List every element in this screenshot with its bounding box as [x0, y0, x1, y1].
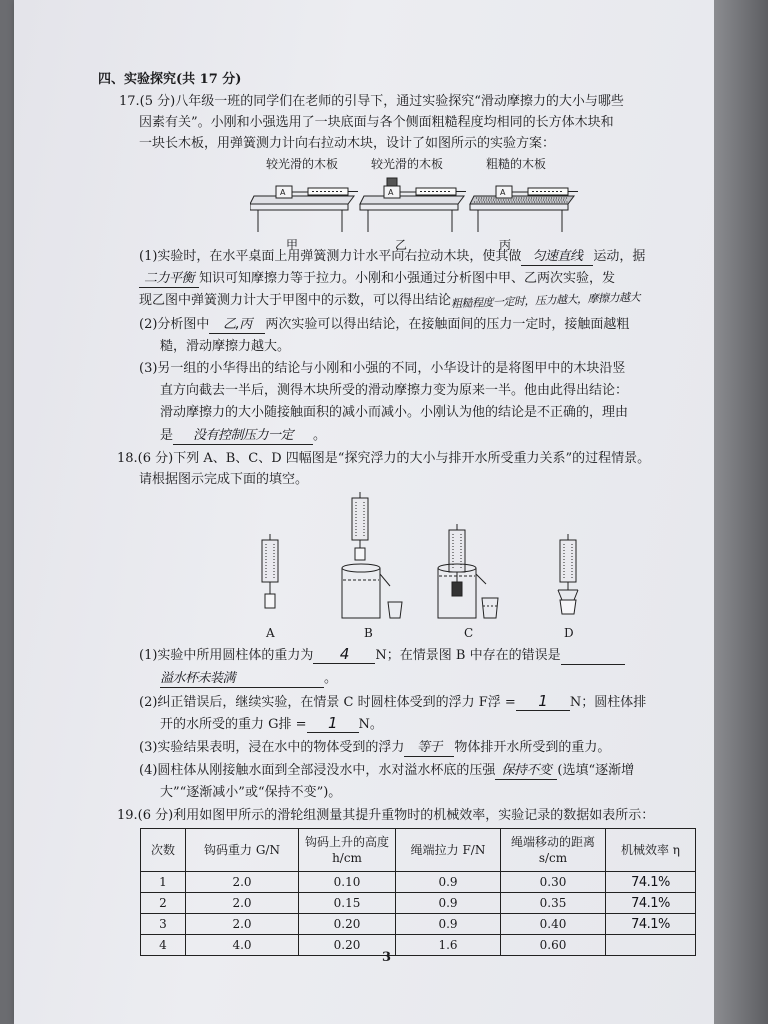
header-lift-height: 钩码上升的高度 h/cm — [299, 829, 396, 872]
answer-cylinder-weight: 4 — [313, 646, 375, 664]
answer-uniform-motion: 匀速直线 — [521, 248, 593, 266]
header-rope-distance: 绳端移动的距离 s/cm — [501, 829, 606, 872]
efficiency-table — [140, 828, 696, 956]
table-cell: 0.20 — [299, 935, 396, 956]
q18-part2-line1: (2)纠正错误后，继续实验，在情景 C 时圆柱体受到的浮力 F浮 = 1 N；圆柱体排 — [139, 692, 647, 710]
q18-line-2: 请根据图示完成下面的填空。 — [139, 472, 309, 487]
fig17-label-yi: 乙 — [395, 238, 408, 252]
table-cell: 0.9 — [396, 914, 501, 935]
blank-error-line — [561, 647, 625, 665]
buoyancy-experiment-figure — [252, 490, 592, 630]
table-cell: 0.60 — [501, 935, 606, 956]
table-row — [141, 914, 696, 935]
table-cell: 74.1% — [606, 872, 696, 893]
table-cell: 0.15 — [299, 893, 396, 914]
table-cell: 74.1% — [606, 893, 696, 914]
q17-part3-line1: (3)另一组的小华得出的结论与小刚和小强的不同，小华设计的是将图甲中的木块沿竖 — [139, 361, 626, 376]
fig17-label-bing: 丙 — [499, 238, 512, 252]
answer-displaced-weight: 1 — [307, 715, 359, 733]
table-cell: 3 — [141, 914, 186, 935]
q18-part1-line1: (1)实验中所用圆柱体的重力为 4 N；在情景图 B 中存在的错误是 — [139, 645, 625, 666]
header-trial: 次数 — [141, 829, 186, 872]
table-cell — [606, 935, 696, 956]
fig17-label-jia: 甲 — [286, 238, 299, 252]
table-cell: 4 — [141, 935, 186, 956]
answer-force-balance: 二力平衡 — [139, 270, 199, 288]
q17-part1-line1: (1)实验时，在水平桌面上用弹簧测力计水平向右拉动木块，使其做 匀速直线 运动，据 — [139, 249, 646, 264]
header-pull-force: 绳端拉力 F/N — [396, 829, 501, 872]
q18-part1-line2: 溢水杯未装满 。 — [160, 671, 338, 686]
friction-experiment-figure — [250, 170, 580, 234]
q18-part3-line1: (3)实验结果表明，浸在水中的物体受到的浮力 等于 物体排开水所受到的重力。 — [139, 740, 611, 755]
q17-line-1: 17.(5 分)八年级一班的同学们在老师的引导下，通过实验探究“滑动摩擦力的大小与哪些 — [119, 94, 624, 109]
header-efficiency: 机械效率 η — [606, 829, 696, 872]
fig18-label-c: C — [464, 626, 474, 640]
answer-reason: 没有控制压力一定 — [173, 427, 313, 445]
table-cell: 74.1% — [606, 914, 696, 935]
q17-line-3: 一块长木板，用弹簧测力计向右拉动木块，设计了如图所示的实验方案： — [139, 136, 556, 151]
table-row — [141, 872, 696, 893]
section-heading: 四、实验探究(共 17 分) — [98, 72, 242, 87]
q17-part3-line3: 滑动摩擦力的大小随接触面积的减小而减小。小刚认为他的结论是不正确的，理由 — [160, 405, 629, 420]
q17-part3-line4: 是 没有控制压力一定 。 — [160, 428, 327, 443]
table-cell: 0.9 — [396, 872, 501, 893]
table-header-row — [141, 829, 696, 872]
q17-line-2: 因素有关”。小刚和小强选用了一块底面与各个侧面粗糙程度均相同的长方体木块和 — [139, 115, 614, 130]
table-row — [141, 935, 696, 956]
answer-experiments-pair: 乙,丙 — [209, 316, 265, 334]
table-cell: 0.20 — [299, 914, 396, 935]
table-cell: 2 — [141, 893, 186, 914]
table-cell: 1 — [141, 872, 186, 893]
fig17-label-top-3: 粗糙的木板 — [486, 157, 547, 171]
table-cell: 2.0 — [186, 914, 299, 935]
block-letter-yi: A — [388, 188, 394, 197]
answer-equal: 等于 — [404, 739, 454, 757]
q19-line-1: 19.(6 分)利用如图甲所示的滑轮组测量其提升重物时的机械效率，实验记录的数据如表所示： — [117, 808, 655, 823]
answer-buoyant-force: 1 — [516, 693, 570, 711]
table-cell: 2.0 — [186, 893, 299, 914]
table-cell: 1.6 — [396, 935, 501, 956]
block-letter-bing: A — [500, 188, 506, 197]
q17-part2-line2: 糙，滑动摩擦力越大。 — [160, 339, 291, 354]
q17-part3-line2: 直方向截去一半后，测得木块所受的滑动摩擦力变为原来一半。他由此得出结论： — [160, 383, 629, 398]
table-cell: 2.0 — [186, 872, 299, 893]
page-number: 3 — [382, 950, 392, 965]
answer-pressure-trend: 保持不变 — [495, 762, 557, 780]
table-cell: 0.35 — [501, 893, 606, 914]
table-cell: 4.0 — [186, 935, 299, 956]
q18-part4-line1: (4)圆柱体从刚接触水面到全部浸没水中，水对溢水杯底的压强 保持不变 (选填“逐渐增 — [139, 763, 635, 778]
q18-part2-line2: 开的水所受的重力 G排 = 1 N。 — [160, 714, 383, 732]
q17-part1-line2: 二力平衡 知识可知摩擦力等于拉力。小刚和小强通过分析图中甲、乙两次实验，发 — [139, 268, 615, 289]
table-cell: 0.30 — [501, 872, 606, 893]
table-cell: 0.40 — [501, 914, 606, 935]
fig17-label-top-1: 较光滑的木板 — [266, 157, 339, 171]
q17-part1-line3: 现乙图中弹簧测力计大于甲图中的示数，可以得出结论粗糙程度一定时，压力越大，摩擦力越大 — [139, 290, 640, 311]
q18-line-1: 18.(6 分)下列 A、B、C、D 四幅图是“探究浮力的大小与排开水所受重力关系”的过程情景。 — [117, 451, 651, 466]
fig17-label-top-2: 较光滑的木板 — [371, 157, 444, 171]
page-edge-shadow — [714, 0, 768, 1024]
table-cell: 0.9 — [396, 893, 501, 914]
header-hook-weight: 钩码重力 G/N — [186, 829, 299, 872]
answer-conclusion-pressure: 粗糙程度一定时，压力越大，摩擦力越大 — [450, 290, 641, 311]
fig18-label-b: B — [364, 626, 373, 640]
block-letter-jia: A — [280, 188, 286, 197]
fig18-label-d: D — [564, 626, 574, 640]
table-row — [141, 893, 696, 914]
q18-part4-line2: 大”“逐渐减小”或“保持不变”)。 — [160, 785, 342, 800]
answer-error-b: 溢水杯未装满 — [160, 670, 324, 688]
fig18-label-a: A — [266, 626, 275, 640]
q17-part2-line1: (2)分析图中 乙,丙 两次实验可以得出结论，在接触面间的压力一定时，接触面越粗 — [139, 317, 630, 332]
table-cell: 0.10 — [299, 872, 396, 893]
